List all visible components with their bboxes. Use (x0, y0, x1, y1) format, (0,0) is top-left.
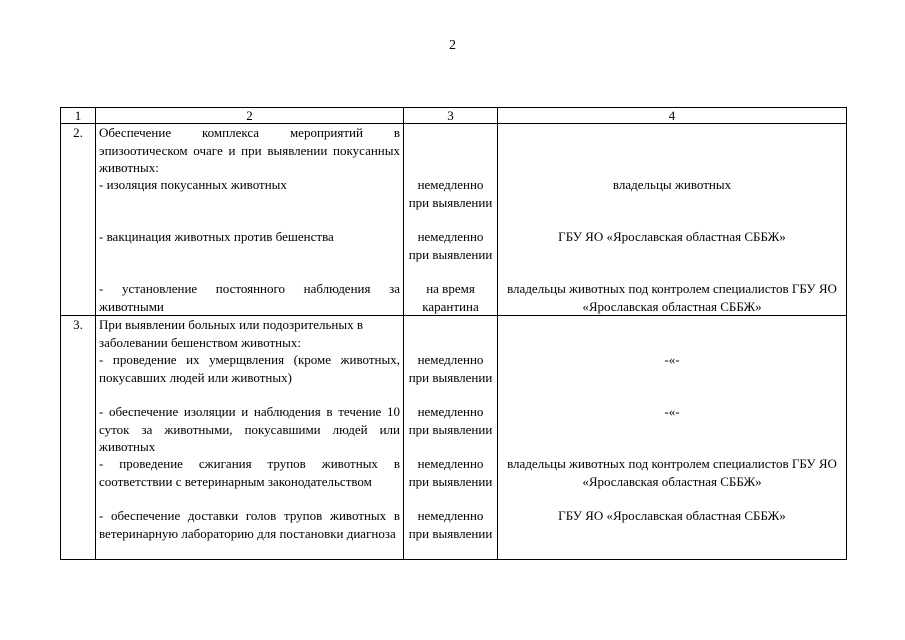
row-number: 2. (61, 124, 96, 316)
table-row (61, 124, 847, 316)
responsible-cell (498, 124, 847, 316)
measure-cell (96, 124, 404, 316)
column-header: 3 (404, 108, 498, 124)
column-header: 2 (96, 108, 404, 124)
measure-text: - установление постоянного наблюдения за животными (99, 281, 400, 314)
responsible-text: владельцы животных под контролем специалистов ГБУ ЯО «Ярославская областная СББЖ» (507, 281, 837, 314)
table-row (61, 316, 847, 560)
row-number: 3. (61, 316, 96, 560)
measure-cell (96, 316, 404, 560)
measure-text: - проведение сжигания трупов животных в соответствии с ветеринарным законодательством (99, 456, 400, 489)
measure-text: - вакцинация животных против бешенства (99, 229, 334, 244)
timing-text: на время карантина (422, 281, 479, 314)
responsible-text: ГБУ ЯО «Ярославская областная СББЖ» (558, 508, 786, 523)
measure-text: - обеспечение изоляции и наблюдения в течение 10 суток за животными, покусавшими людей или животных (99, 404, 400, 454)
column-header: 1 (61, 108, 96, 124)
responsible-text: -«- (664, 352, 680, 367)
timing-cell (404, 316, 498, 560)
timing-cell (404, 124, 498, 316)
timing-text: немедленно при выявлении (408, 404, 493, 437)
measures-table (60, 107, 847, 560)
measure-text: - обеспечение доставки голов трупов животных в ветеринарную лабораторию для постановки диагноза (99, 508, 400, 541)
column-header: 4 (498, 108, 847, 124)
timing-text: немедленно при выявлении (408, 352, 493, 385)
measure-text: - изоляция покусанных животных (99, 177, 287, 192)
responsible-text: -«- (664, 404, 680, 419)
page-number: 2 (449, 38, 456, 53)
responsible-text: владельцы животных (612, 177, 732, 192)
responsible-text: ГБУ ЯО «Ярославская областная СББЖ» (558, 229, 786, 244)
timing-text: немедленно при выявлении (408, 508, 493, 541)
responsible-cell (498, 316, 847, 560)
timing-text: немедленно при выявлении (408, 456, 493, 489)
timing-text: немедленно при выявлении (408, 229, 493, 262)
measure-text: При выявлении больных или подозрительных в заболевании бешенством животных: (99, 317, 363, 350)
table-header-row (61, 108, 847, 124)
timing-text: немедленно при выявлении (408, 177, 493, 210)
responsible-text: владельцы животных под контролем специалистов ГБУ ЯО «Ярославская областная СББЖ» (507, 456, 837, 489)
measure-text: Обеспечение комплекса мероприятий в эпизоотическом очаге и при выявлении покусанных животных: (99, 125, 400, 175)
measure-text: - проведение их умерщвления (кроме животных, покусавших людей или животных) (99, 352, 400, 385)
